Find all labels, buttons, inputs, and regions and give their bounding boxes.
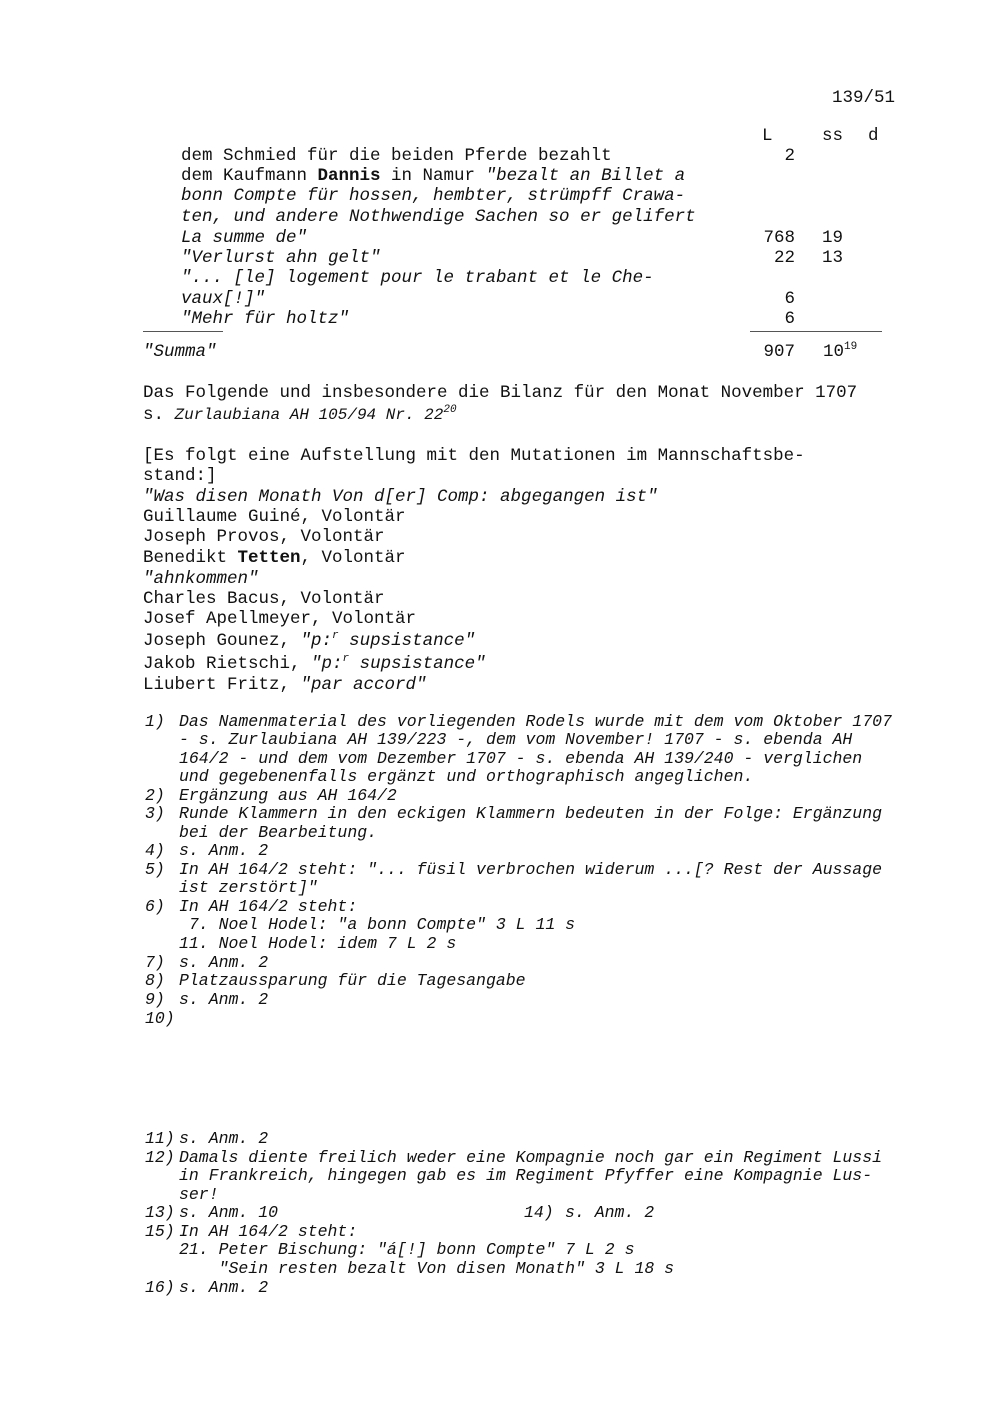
footnote-number: 11): [145, 1129, 175, 1148]
sum-rule-left: [143, 331, 223, 332]
footnote-line: s. Anm. 2: [179, 990, 269, 1009]
quote-segment: "bezalt an Billet a: [485, 166, 686, 186]
footnote-line: Ergänzung aus AH 164/2: [179, 786, 397, 805]
footnote-line: s. Anm. 2: [179, 1129, 269, 1148]
person-name: Guillaume Guiné: [143, 507, 301, 527]
footnote-line: Das Namenmaterial des vorliegenden Rodels wurde mit dem vom Oktober 1707: [179, 712, 892, 731]
paragraph-line: Das Folgende und insbesondere die Bilanz für den Monat November 1707: [143, 383, 858, 403]
footnote-number: 8): [145, 971, 165, 990]
footnote-number: 14): [524, 1203, 554, 1222]
footnote-number: 2): [145, 786, 165, 805]
sum-rule-right: [750, 331, 882, 332]
account-row-text: La summe de": [181, 228, 308, 248]
account-row-l: 2: [784, 146, 795, 166]
footnote-number: 1): [145, 712, 165, 731]
account-row-l: 22: [773, 248, 795, 268]
footnote-ref: 19: [844, 341, 858, 354]
person-role: , Volontär: [300, 548, 406, 568]
person-name: Joseph Provos: [143, 527, 280, 547]
footnote-line: in Frankreich, hingegen gab es im Regiment Pfyffer eine Kompagnie Lus-: [179, 1166, 873, 1185]
list-item: [143, 631, 475, 651]
column-header-l: L: [762, 126, 773, 146]
summa-l: 907: [763, 342, 795, 362]
name-dannis: Dannis: [317, 166, 381, 186]
footnote-number: 6): [145, 897, 165, 916]
person-role: , Volontär: [279, 527, 385, 547]
footnote-line: ser!: [179, 1185, 219, 1204]
text-segment: "p:: [311, 654, 343, 674]
person-name: Jakob Rietschi,: [143, 654, 312, 674]
footnote-line: In AH 164/2 steht: "... füsil verbrochen widerum ...[? Rest der Aussage: [179, 860, 883, 879]
footnote-number: 13): [145, 1203, 175, 1222]
list-item: [143, 548, 406, 568]
person-name-bold: Tetten: [237, 548, 301, 568]
arrived-heading: "ahnkommen": [143, 569, 259, 589]
footnote-number: 5): [145, 860, 165, 879]
footnote-number: 16): [145, 1278, 175, 1297]
footnote-line: "Sein resten bezalt Von disen Monath" 3 L 18 s: [179, 1259, 675, 1278]
footnote-line: Damals diente freilich weder eine Kompagnie noch gar ein Regiment Lussi: [179, 1148, 883, 1167]
account-row-text: bonn Compte für hossen, hembter, strümpff Crawa-: [181, 186, 686, 206]
footnote-line: s. Anm. 2: [565, 1203, 655, 1222]
footnote-number: 12): [145, 1148, 175, 1167]
account-row-ss: 19: [821, 228, 843, 248]
footnote-line: s. Anm. 2: [179, 841, 269, 860]
footnote-number: 7): [145, 953, 165, 972]
list-item: [143, 527, 385, 547]
superscript: r: [332, 630, 339, 643]
footnote-number: 3): [145, 804, 165, 823]
person-role: , Volontär: [311, 609, 417, 629]
footnote-line: - s. Zurlaubiana AH 139/223 -, dem vom November! 1707 - s. ebenda AH: [179, 730, 853, 749]
text-segment: in Namur: [380, 166, 486, 186]
person-name: Benedikt: [143, 548, 238, 568]
text-segment: supsistance": [349, 654, 486, 674]
person-note: [301, 631, 476, 651]
footnote-line: s. Anm. 10: [179, 1203, 279, 1222]
summa-ss-value: 10: [823, 342, 845, 362]
footnote-line: ist zerstört]": [179, 878, 318, 897]
text-segment: s.: [143, 405, 175, 425]
account-row-text: "... [le] logement pour le trabant et le Che-: [181, 268, 654, 288]
account-row-text: ten, und andere Nothwendige Sachen so er gelifert: [181, 207, 696, 227]
footnote-line: 11. Noel Hodel: idem 7 L 2 s: [179, 934, 457, 953]
footnote-line: Platzaussparung für die Tagesangabe: [179, 971, 526, 990]
footnote-number: 9): [145, 990, 165, 1009]
superscript: r: [342, 653, 350, 666]
footnote-line: s. Anm. 2: [179, 953, 269, 972]
footnote-line: In AH 164/2 steht:: [179, 1222, 358, 1241]
source-reference: Zurlaubiana AH 105/94 Nr. 22: [174, 406, 444, 424]
departed-heading: "Was disen Monath Von d[er] Comp: abgegangen ist": [143, 487, 658, 507]
paragraph-line: [Es folgt eine Aufstellung mit den Mutationen im Mannschaftsbe-: [143, 446, 805, 466]
paragraph-line: [143, 405, 457, 425]
footnote-line: s. Anm. 2: [179, 1278, 269, 1297]
list-item: [143, 609, 416, 629]
footnote-number: 10): [145, 1009, 175, 1028]
footnote-line: 7. Noel Hodel: "a bonn Compte" 3 L 11 s: [179, 915, 576, 934]
list-item: [143, 589, 385, 609]
footnote-ref: 20: [443, 404, 457, 417]
account-row-l: 6: [784, 309, 795, 329]
list-item: [143, 507, 406, 527]
account-row-text: dem Schmied für die beiden Pferde bezahlt: [181, 146, 612, 166]
page-number: 139/51: [832, 88, 896, 108]
column-header-ss: ss: [822, 126, 844, 146]
person-name: Charles Bacus: [143, 589, 280, 609]
account-row-text: [181, 166, 685, 186]
account-row-text: "Verlurst ahn gelt": [181, 248, 381, 268]
account-row-l: 768: [763, 228, 795, 248]
footnote-number: 15): [145, 1222, 175, 1241]
account-row-ss: 13: [821, 248, 843, 268]
footnote-line: bei der Bearbeitung.: [179, 823, 378, 842]
summa-label: "Summa": [143, 342, 217, 362]
footnote-line: In AH 164/2 steht:: [179, 897, 358, 916]
footnote-line: 21. Peter Bischung: "á[!] bonn Compte" 7 L 2 s: [179, 1240, 635, 1259]
person-name: Joseph Gounez,: [143, 631, 301, 651]
list-item: [143, 654, 486, 674]
person-role: , Volontär: [300, 507, 406, 527]
text-segment: dem Kaufmann: [181, 166, 318, 186]
text-segment: supsistance": [338, 631, 476, 651]
person-role: , Volontär: [279, 589, 385, 609]
summa-ss: [823, 342, 857, 362]
column-header-d: d: [868, 126, 879, 146]
list-item: [143, 675, 427, 695]
account-row-text: "Mehr für holtz": [181, 309, 350, 329]
footnote-line: 164/2 - und dem vom Dezember 1707 - s. ebenda AH 139/240 - verglichen: [179, 749, 863, 768]
footnote-number: 4): [145, 841, 165, 860]
person-note: [311, 654, 486, 674]
footnote-line: Runde Klammern in den eckigen Klammern bedeuten in der Folge: Ergänzung: [179, 804, 883, 823]
person-note: "par accord": [300, 675, 427, 695]
paragraph-line: stand:]: [143, 466, 217, 486]
account-row-text: vaux[!]": [181, 289, 266, 309]
account-row-l: 6: [784, 289, 795, 309]
person-name: Josef Apellmeyer: [143, 609, 312, 629]
text-segment: "p:: [300, 631, 333, 651]
footnote-line: und gegebenenfalls ergänzt und orthographisch angeglichen.: [179, 767, 754, 786]
person-name: Liubert Fritz,: [143, 675, 301, 695]
